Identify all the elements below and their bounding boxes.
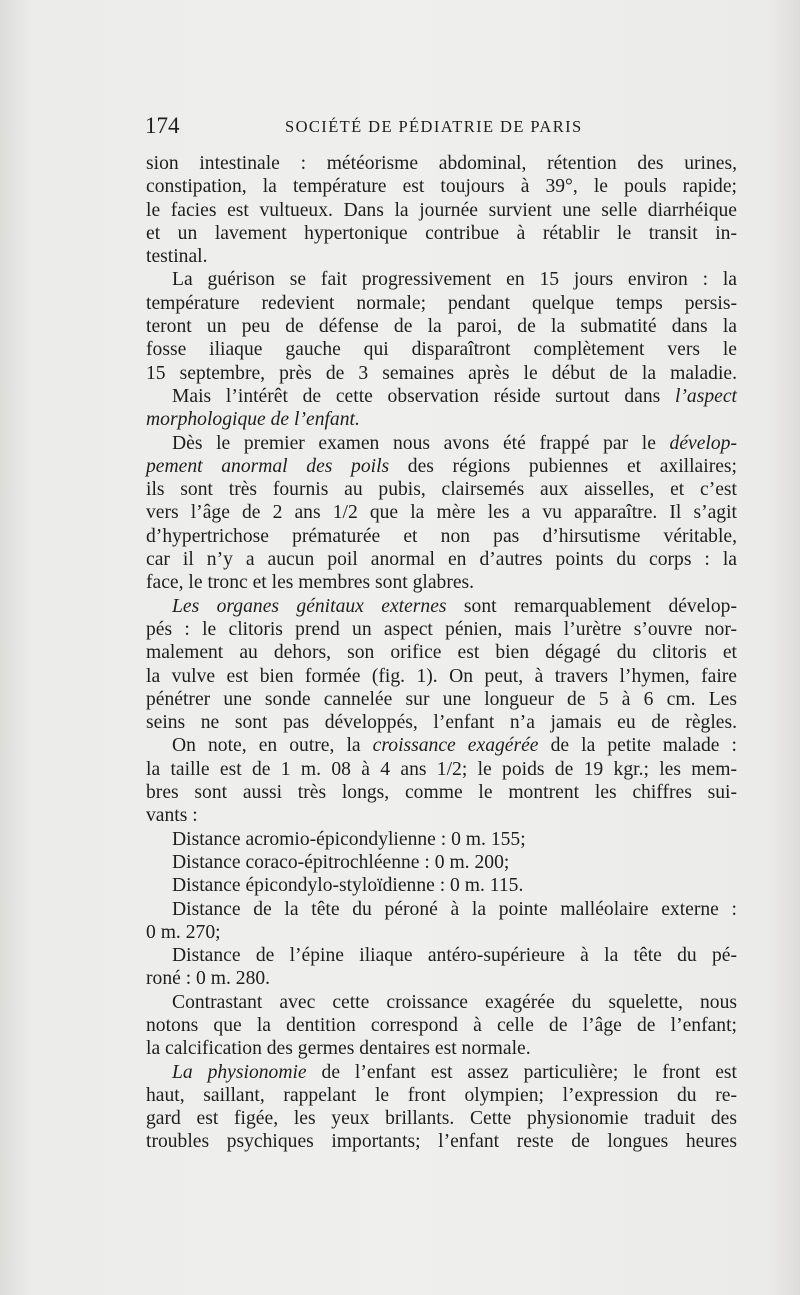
text-line: [146, 1130, 737, 1153]
text-segment: de l’enfant est assez particulière; le front est: [306, 1061, 737, 1083]
text-line: [146, 525, 737, 548]
text-line: [146, 944, 737, 967]
text-line: [146, 315, 737, 338]
text-segment: la calcification des germes dentaires est normale.: [146, 1038, 531, 1060]
text-segment: d’hypertrichose prématurée et non pas d’hirsutisme véritable,: [146, 525, 737, 547]
text-segment: la vulve est bien formée (fig. 1). On peut, à travers l’hymen, faire: [146, 665, 737, 687]
text-segment: haut, saillant, rappelant le front olympien; l’expression du re-: [146, 1084, 737, 1106]
text-segment: sont remarquablement dévelop-: [446, 595, 737, 617]
text-line: [146, 571, 737, 594]
text-segment: ils sont très fournis au pubis, clairsemés aux aisselles, et c’est: [146, 479, 737, 501]
text-line: [146, 501, 737, 524]
text-segment: vers l’âge de 2 ans 1/2 que la mère les a vu apparaître. Il s’agit: [146, 502, 737, 524]
text-line: [146, 921, 737, 944]
text-segment: car il n’y a aucun poil anormal en d’autres points du corps : la: [146, 549, 737, 571]
italic-phrase: morphologique de l’enfant.: [146, 409, 360, 431]
text-segment: température redevient normale; pendant quelque temps persis-: [146, 292, 737, 314]
text-line: [146, 1037, 737, 1060]
text-line: [146, 1014, 737, 1037]
text-segment: Distance épicondylo-styloïdienne : 0 m. 115.: [172, 875, 524, 897]
text-segment: 0 m. 270;: [146, 921, 221, 943]
text-segment: des régions pubiennes et axillaires;: [389, 455, 737, 477]
italic-phrase: pement anormal des poils: [146, 455, 390, 477]
text-segment: bres sont aussi très longs, comme le montrent les chiffres sui-: [146, 782, 737, 804]
text-line: [146, 1061, 737, 1084]
text-line: [146, 222, 737, 245]
text-line: [146, 175, 737, 198]
text-line: [146, 804, 737, 827]
text-segment: Distance acromio-épicondylienne : 0 m. 155;: [172, 828, 526, 850]
text-line: [146, 478, 737, 501]
text-line: [146, 758, 737, 781]
text-line: [146, 385, 737, 408]
text-segment: Dès le premier examen nous avons été frappé par le: [172, 432, 670, 454]
text-line: [146, 618, 737, 641]
text-segment: On note, en outre, la: [172, 735, 373, 757]
text-line: [146, 595, 737, 618]
text-segment: vants :: [146, 805, 198, 827]
text-line: [146, 967, 737, 990]
text-segment: 15 septembre, près de 3 semaines après le début de la maladie.: [146, 362, 737, 384]
text-line: [146, 991, 737, 1014]
text-segment: la taille est de 1 m. 08 à 4 ans 1/2; le poids de 19 kgr.; les mem-: [146, 758, 737, 780]
text-segment: pénétrer une sonde cannelée sur une longueur de 5 à 6 cm. Les: [146, 688, 737, 710]
text-line: [146, 734, 737, 757]
text-segment: pés : le clitoris prend un aspect pénien, mais l’urètre s’ouvre nor-: [146, 618, 737, 640]
text-line: [146, 828, 737, 851]
text-segment: malement au dehors, son orifice est bien dégagé du clitoris et: [146, 642, 737, 664]
italic-phrase: l’aspect: [674, 385, 737, 407]
text-line: [146, 1084, 737, 1107]
text-segment: Distance coraco-épitrochléenne : 0 m. 200;: [172, 851, 510, 873]
italic-phrase: Les organes génitaux externes: [172, 595, 447, 617]
text-line: [146, 408, 737, 431]
text-line: [146, 548, 737, 571]
text-line: [146, 874, 737, 897]
text-line: [146, 455, 737, 478]
text-line: [146, 152, 737, 175]
text-segment: La guérison se fait progressivement en 15 jours environ : la: [172, 269, 737, 291]
text-line: [146, 898, 737, 921]
text-segment: constipation, la température est toujours à 39°, le pouls rapide;: [146, 176, 737, 198]
text-segment: seins ne sont pas développés, l’enfant n’a jamais eu de règles.: [146, 712, 737, 734]
text-segment: fosse iliaque gauche qui disparaîtront complètement vers le: [146, 339, 737, 361]
text-line: [146, 432, 737, 455]
text-line: [146, 362, 737, 385]
text-segment: teront un peu de défense de la paroi, de la submatité dans la: [146, 316, 737, 338]
text-segment: roné : 0 m. 280.: [146, 968, 271, 990]
text-line: [146, 1107, 737, 1130]
text-line: [146, 245, 737, 268]
text-segment: gard est figée, les yeux brillants. Cette physionomie traduit des: [146, 1108, 737, 1130]
text-line: [146, 688, 737, 711]
text-segment: Mais l’intérêt de cette observation réside surtout dans: [172, 385, 675, 407]
page-header: [145, 113, 737, 143]
text-segment: Distance de l’épine iliaque antéro-supérieure à la tête du pé-: [172, 945, 737, 967]
text-line: [146, 292, 737, 315]
italic-phrase: La physionomie: [172, 1061, 307, 1083]
text-segment: de la petite malade :: [538, 735, 737, 757]
running-title: SOCIÉTÉ DE PÉDIATRIE DE PARIS: [285, 117, 583, 136]
text-line: [146, 338, 737, 361]
italic-phrase: croissance exagérée: [372, 735, 539, 757]
text-segment: sion intestinale : météorisme abdominal, rétention des urines,: [146, 153, 737, 174]
italic-phrase: dévelop-: [669, 432, 737, 454]
text-line: [146, 781, 737, 804]
text-line: [146, 851, 737, 874]
text-segment: Distance de la tête du péroné à la pointe malléolaire externe :: [172, 898, 737, 920]
text-line: [146, 641, 737, 664]
text-segment: testinal.: [146, 246, 208, 268]
text-segment: troubles psychiques importants; l’enfant reste de longues heures: [146, 1131, 737, 1153]
text-segment: face, le tronc et les membres sont glabres.: [146, 572, 475, 594]
text-segment: et un lavement hypertonique contribue à rétablir le transit in-: [146, 222, 737, 244]
page-number: 174: [145, 113, 180, 138]
text-segment: le facies est vultueux. Dans la journée survient une selle diarrhéique: [146, 199, 737, 221]
text-line: [146, 665, 737, 688]
text-segment: Contrastant avec cette croissance exagérée du squelette, nous: [172, 991, 737, 1013]
text-line: [146, 199, 737, 222]
text-line: [146, 268, 737, 291]
body-text: [146, 152, 737, 1154]
text-segment: notons que la dentition correspond à celle de l’âge de l’enfant;: [146, 1014, 737, 1036]
text-line: [146, 711, 737, 734]
